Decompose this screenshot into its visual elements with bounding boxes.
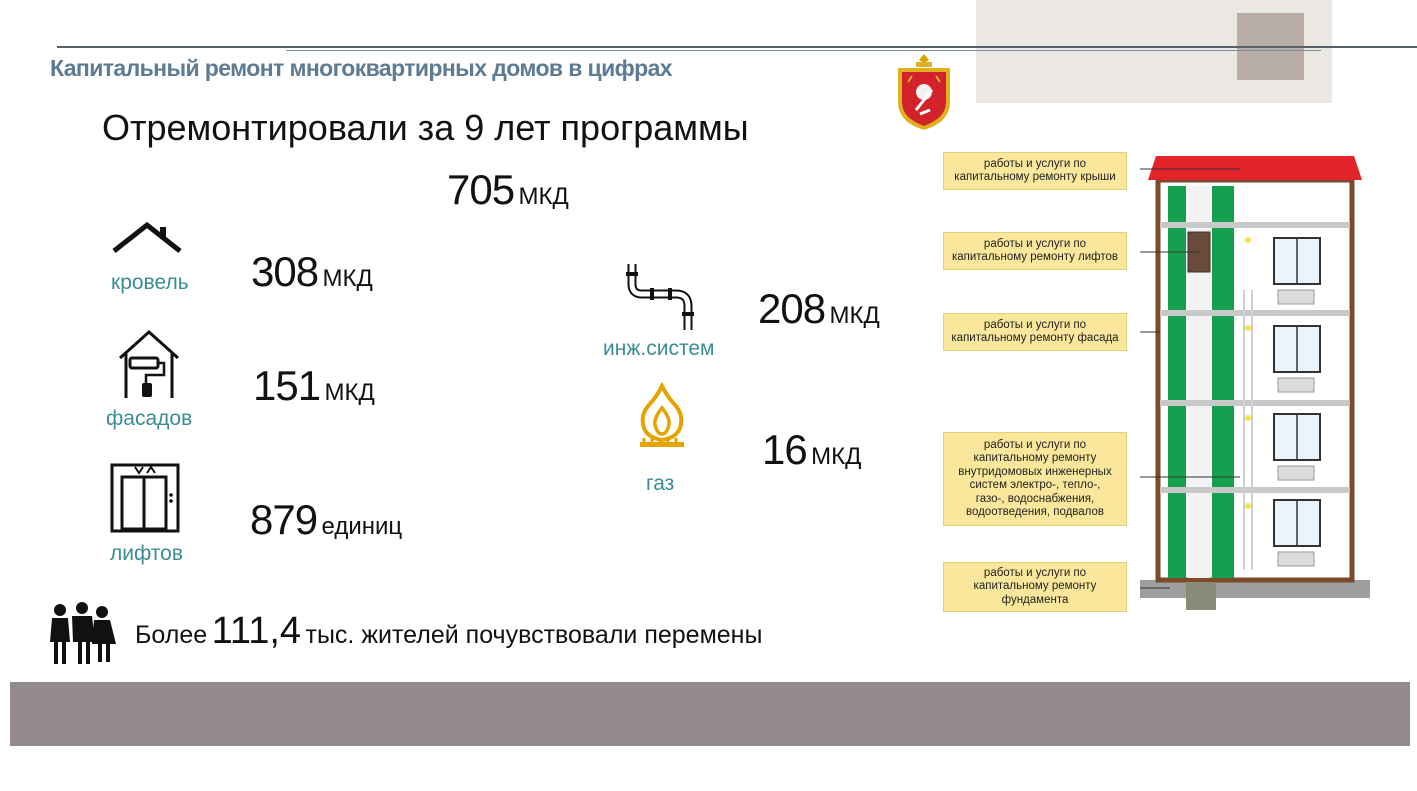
residents-prefix: Более	[135, 621, 208, 649]
roof-value: 308	[251, 248, 319, 295]
header-rule-secondary	[286, 50, 1321, 51]
facade-label: фасадов	[106, 407, 193, 430]
header-rule	[57, 46, 1417, 48]
facade-value: 151	[253, 362, 321, 409]
callout-elevators	[943, 232, 1127, 270]
roof-icon	[110, 219, 184, 259]
callout-roof-text: работы и услуги по капитальному ремонту крыши	[954, 157, 1116, 183]
total-stat	[447, 166, 569, 214]
facade-unit: МКД	[324, 379, 375, 406]
gas-unit: МКД	[811, 443, 862, 470]
total-unit: МКД	[518, 183, 569, 210]
residents-value: 111,4	[211, 610, 302, 652]
slide-header-title: Капитальный ремонт многоквартирных домов в цифрах	[50, 55, 672, 81]
systems-stat	[758, 285, 880, 333]
coat-of-arms-icon	[894, 52, 954, 132]
roof-label: кровель	[111, 271, 189, 294]
callout-roof	[943, 152, 1127, 190]
gas-stat	[762, 426, 861, 474]
footer-bar	[10, 682, 1410, 746]
elevator-stat	[250, 496, 402, 544]
facade-stat	[253, 362, 375, 410]
residents-text	[135, 610, 762, 653]
elevator-icon	[110, 463, 180, 533]
gas-flame-icon	[636, 382, 688, 452]
roof-stat	[251, 248, 373, 296]
facade-icon	[116, 328, 182, 400]
people-icon	[48, 602, 116, 664]
gas-label: газ	[646, 472, 675, 495]
total-value: 705	[447, 166, 515, 213]
elevator-unit: единиц	[321, 513, 403, 540]
systems-unit: МКД	[829, 302, 880, 329]
callout-systems	[943, 432, 1127, 526]
gas-value: 16	[762, 426, 807, 473]
callout-systems-text: работы и услуги по капитальному ремонту внутридомовых инженерных систем электро-, тепло-, газо-, водоснабжения, водоотведения, подвалов	[958, 438, 1112, 518]
callout-facade-text: работы и услуги по капитальному ремонту фасада	[951, 318, 1119, 344]
callout-facade	[943, 313, 1127, 351]
elevator-label: лифтов	[110, 542, 184, 565]
systems-value: 208	[758, 285, 826, 332]
callout-elevators-text: работы и услуги по капитальному ремонту лифтов	[951, 237, 1119, 263]
pipe-icon	[624, 262, 700, 332]
main-heading: Отремонтировали за 9 лет программы	[102, 107, 749, 148]
callout-foundation	[943, 562, 1127, 612]
residents-suffix: тыс. жителей почувствовали перемены	[305, 621, 763, 649]
systems-label: инж.систем	[603, 337, 715, 360]
building-diagram	[1140, 150, 1380, 615]
callout-foundation-text: работы и услуги по капитальному ремонту фундамента	[973, 566, 1097, 606]
roof-unit: МКД	[322, 265, 373, 292]
elevator-value: 879	[250, 496, 318, 543]
